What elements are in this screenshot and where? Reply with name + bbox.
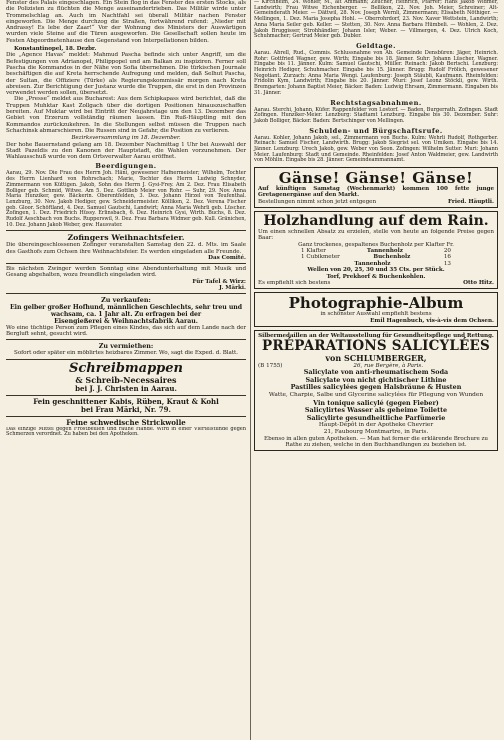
divider	[6, 293, 246, 294]
ad-text: Um einen schnellen Absatz zu erzielen, stelle von heute an folgende Preise gegen Baar:	[258, 229, 494, 242]
news-paragraph: Die „Agence Havas“ meldet: Mahmud Pascha befinde sich unter Angriff, um die Befestigungen von Adrianopel, Philippopel und am Balkan zu inspiziren. Ferner soll Pascha die Kommandos in der Nähe von Sofia übernehmen. Die türkischen Journale beschäftigen die auf Kreta herrschende Aufregung und melden, daß Selhut Pascha, der Sultan, die Offiziere (Türke) als Regierungskommissär morgen nach Kreta abreisen. Zur Berichtigung der Justanz wurde die Truppen, die erst in den Provinzen verwendet werden sollen, übersetzt.	[6, 52, 246, 97]
divider	[6, 395, 246, 396]
ad-text: Fein geschnittener Kabis, Rüben, Kraut & Kohl	[33, 396, 219, 406]
list-item: Pastilles salicylées gegen Halsbräune & Husten	[290, 383, 462, 392]
list-item: Salicylate von nicht gichtischer Lithine	[305, 375, 447, 384]
ad-title: Holzhandlung auf dem Rain.	[263, 213, 489, 230]
product-list	[258, 369, 494, 422]
ad-text: Ein gelber großer Hofhund, männlichen Geschlechts, sehr treu und wachsam, ca. 1 Jahr alt. Zu erfragen bei der	[10, 303, 242, 318]
ad-text: Das einzige Mittel gegen Frostbeulen und rauhe Hände. Wird in einer Viertelstunde gegen Schmerzen verordnet. Zu haben bei den Apotheken.	[6, 426, 246, 438]
divider	[6, 230, 246, 231]
ad-text: Es empfiehlt sich bestens	[258, 279, 331, 286]
list-item: Salicylirtes Wasser als geheime Toilette	[304, 406, 448, 415]
table-cell: 16	[443, 254, 451, 261]
ad-signature: Emil Hagenbuch, vis-à-vis dem Ochsen.	[370, 317, 494, 324]
ad-heading: Zu verkaufen:	[101, 295, 151, 304]
ad-text: Bis nächsten Zwinger werden Sonntag eine Abendunterhaltung mit Musik und Gesang abgehalten, wozu freundlich eingeladen wird.	[6, 266, 246, 279]
ad-text: Sofort oder später ein möblirtes heizbares Zimmer. Wo, sagt die Exped. d. Blatt.	[14, 350, 238, 357]
ad-title: Gänse! Gänse! Gänse!	[278, 169, 474, 188]
section-heading: Rechtstagsabnahmen.	[330, 98, 422, 107]
dateline: Konstantinopel, 18. Dezbr.	[14, 46, 97, 53]
ad-text: 21, Faubourg Montmartre, in Paris.	[323, 429, 429, 436]
table-cell: 1 Klafter	[301, 248, 326, 255]
obituary-list: — Kirchheim, 24. Wöhler, M., alt Ammann; Zeucher, Heinrich, Pfarrer; Hans Jakob Widmer, Landwirth; Frau Witwe Eichenberger. — Bellikon, 22. Nov. Joh. Meier, Schreiner; Alt-Gemeinderath Meier. — Dättwil, 28. Nov. Joseph Wernli, Zimmermann; Elisabeth Nöthiger. — Mellingen, 1. Dez. Maria Josepha Hohl. — Oberrohrdorf, 23. Nov. Xaver Wettstein, Landwirth; Anna Maria Seiler geb. Keller. — Stetten, 30. Nov. Anna Barbara Hümbeli. — Wohlen, 2. Dez. Jakob Bruggisser, Strohhändler; Johann Isler, Weber. — Villmergen, 4. Dez. Ulrich Koch, Schuhmacher; Gertrud Meier geb. Dubler.	[254, 0, 498, 40]
price-table	[301, 248, 451, 267]
section-heading: Schulden- und Bürgschaftsrufe.	[309, 126, 443, 135]
ad-address: 26, rue Bergère, à Paris.	[353, 362, 424, 369]
ad-text: Die übereingeschlossenen Zofinger veranstalten Samstag den 22. d. Mts. im Saale des Gasthofs zum Ochsen ihre Weihnachtsfeier. Es werden eingeladen alle Freunde.	[6, 242, 246, 255]
section-heading: Beerdigungen.	[95, 162, 157, 171]
divider	[6, 416, 246, 417]
ad-text: Wo eine tüchtige Person zum Pflegen eines Kindes, das sich auf dem Lande nach der Bergluft sehnt, gesucht wird.	[6, 324, 246, 337]
news-paragraph: Fenster des Palais eingeschlagen. Ein Stein flog in das Fenster des ersten Stocks, als die Polizisten zu flüchten die Menge auseinandertrieben. Das Militär wirde unter Trommelschlag an. Auch im Nachtfahl sei überall Militär nachen Fenster eingeworfen. Die Menge durchzog die Straßen, fortwährend rufend: „Nieder mit Andrassy! Es lebe der Zaar!“ Vor der Wohnung des Ministers der Auswärtigen wurden viele Steine auf die Türen ausgeworfen. Die Gesellschaft sollen heute im Festen Abgeordnetenhause den Gegenstand von Interpellationen bilden.	[6, 0, 246, 44]
ad-ref: (B 1755)	[258, 362, 283, 369]
divider	[6, 263, 246, 264]
list-item: Salicylirte gesundheitliche Parfümerie	[306, 413, 446, 422]
ad-footer	[258, 280, 494, 286]
ad-signature: Eisengießerei & Weihnachtsfabrik Aarau.	[54, 317, 198, 325]
ad-text: Torf, Prekhorf & Buchenkohlen.	[326, 273, 426, 280]
ad-footer	[258, 199, 494, 205]
right-column	[254, 0, 498, 454]
ad-text: Haupt-Dépôt in der Apotheke Chevrier	[318, 422, 434, 429]
ad-wood	[254, 211, 498, 289]
ad-text: Ebenso in allen guten Apotheken. — Man hat ferner die erklärende Brochure zu Rathe zu ziehen, welche in den Buchhandlungen zu beziehen ist.	[264, 435, 488, 448]
ad-title: PRÉPARATIONS SALICYLÉES	[261, 337, 490, 354]
ad-title: Feine schwedische Strickwolle	[66, 417, 186, 427]
section-heading: Geldtage.	[356, 41, 396, 50]
list-item: Watte, Charpie, Salbe und Glycerine salicylées für Pflegung von Wunden	[268, 392, 484, 399]
news-paragraph: Die „Presse“ meldet aus Bucharest: Aus dem Schipkapass wird berichtet, daß die Truppen Muhktar Kast Zollgach über die dortigen Positionen hinauszuschaffen bereiten. Auf Muktar wird bei Eintritt der Neujahrstage um den 13. Dezember das Gebiet von Erzerum vollständig räumen lassen. Ein Ruß-Häuptling mit den Kommandos zurückzukehren. In die Stellungen selbst müssen die Truppen nach Schachinsk abmarschieren. Die Russen sind in Gefahr, die Position zu verlieren.	[6, 96, 246, 134]
ad-text: in schönster Auswahl empfiehlt bestens	[320, 311, 432, 318]
ad-signature: Für Tafel & Wirz:	[192, 278, 246, 285]
ad-signature: bei J. J. Christen in Aarau.	[75, 383, 177, 393]
ad-text: Bestellungen nimmt schon jetzt entgegen	[258, 198, 377, 205]
ad-title: Schreibmappen	[69, 360, 183, 376]
obituary-list: Aarau, 29. Nov. Die Frau des Herrn Joh. Häni, gewesener Hafnermeister; Wilhelm, Tochter des Herrn Lienhard von Rohrschach; Marie, Tochter des Herrn Ludwig Schnyder, Zimmermann von Küttigen. Jakob, Sohn des Herrn J. Gysi-Frey. Am 2. Dez. Frau Elisabeth Bolliger geb. Schmid, Witwe. Am 5. Dez. Gottlieb Meier von Rohr. — Suhr, 29. Nov. Anna Maria Hunziker, gew. Bäckerin. Oberentfelden, 3. Dez. Johann Hirzel von Teufenthal. Lenzburg, 30. Nov. Jakob Hediger, gew. Schneidermeister. Kölliken, 2. Dez. Verena Fischer geb. Gloor. Schöftland, 4. Dez. Samuel Gautschi, Landwirt; Anna Maria Wehrli geb. Lüscher. Zofingen, 1. Dez. Friedrich Hüssy. Erlinsbach, 6. Dez. Heinrich Gysi, Wirth. Buchs, 8. Dez. Rudolf Aeschbach von Buchs. Rupperswil, 9. Dez. Frau Barbara Widmer geb. Kull. Gränichen, 10. Dez. Johann Jakob Weber, gew. Hausvater.	[6, 170, 246, 228]
ad-signature: Das Comité.	[208, 255, 246, 262]
ad-text: Silbermedaillen an der Weltausstellung für Gesundheitspflege und Rettung.	[258, 332, 494, 339]
ad-signature: bei Frau Märki, Nr. 79.	[81, 404, 171, 414]
notice-list: Aarau. Kohler, Johann Jakob, sel., Zimmermann von Buchs. Kulm: Wehrli Rudolf, Rothgerber. Reinach: Samuel Fischer, Landwirth. Brugg: Jakob Siegrist sel. von Umiken. Eingabe bis 14. Jänner. Lenzburg: Urech Jakob, gew. Weber von Seon. Zofingen: Wilhelm Sutter. Muri: Johann Meier. Laufenburg: Stadt und Gemeinde. Rheinfelden: Josef Anton Waldmeier, gew. Landwirth von Möhlin. Eingabe bis 28. Jänner. Gemeindeammannamt.	[254, 134, 498, 164]
column-divider	[250, 0, 251, 740]
notice-list: Aarau. Sterchi, Johann, Küfer. Rappenfelder von Lostorf. — Baden, Burgerrath. Zofingen. Stadt Zofingen. Hunziker-Meier. Lenzburg: Stadtamt Lenzburg. Eingabe bis 30. Dezember. Suhr: Jakob Bolliger, Bäcker. Baden: Bertschinger von Mellingen.	[254, 106, 498, 124]
ad-text: Ganz trockenes, gespaltenes Buchenholz per Klafter Fr.	[298, 241, 454, 248]
ad-photo-album	[254, 292, 498, 326]
ad-text: Wellen von 20, 25, 30 und 35 Cts. per Stück.	[307, 267, 445, 274]
table-cell: 13	[443, 260, 451, 267]
ad-signature: Otto Hitz.	[463, 279, 494, 286]
divider	[6, 339, 246, 340]
ad-subtitle: & Schreib-Necessaires	[75, 374, 177, 385]
list-item: Salicylate von anti-rheumatischem Soda	[303, 368, 449, 377]
ad-signature: Fried. Häuptli.	[448, 198, 494, 205]
ad-text: Auf künftigen Samstag (Wochenmarkt) kommen 100 fette junge Gretagenergänse auf den Markt.	[258, 186, 494, 199]
table-cell: Buchenholz	[373, 254, 411, 261]
ad-geese	[254, 167, 498, 208]
ad-subtitle: von SCHLUMBERGER,	[325, 352, 427, 363]
news-paragraph: Der hohe Bauernstand gelang am 18. Dezember Nachmittag 1 Uhr bei Auswahl der Stadt Pazeldis zu den Kanonen der Hauptstadt, die Wahlen vorzunehmen. Der Wahlausschuß wurde von dem Ortsverwalter Aarau eröffnet.	[6, 141, 246, 161]
ad-heading: Zu vermiethen:	[98, 342, 154, 351]
ad-title: Photographie-Album	[288, 294, 464, 313]
table-cell: 1 Cubikmeter	[301, 254, 340, 261]
subheading: Bezirksversammlung im 18. Dezember.	[71, 135, 181, 142]
divider	[6, 359, 246, 360]
table-cell: Tannenholz	[366, 248, 403, 255]
left-column	[6, 0, 246, 453]
ad-salicylate	[254, 330, 498, 452]
notice-list: Aarau. Abrell, Rud., Commis. Schlussnahme von Ab. Gemeinde Densbüren: Jäger, Heinrich. Rohr: Gottfried Wagner, gew. Wirth; Eingabe bis 18. Jänner. Suhr: Johann Lüscher, Wagner. Eingabe bis 11. Jänner. Kulm: Samuel Gautschi, Müller. Reinach: Jakob Bertschi. Lenzburg: Heinrich Hediger, Schuhmacher. Eingabe bis 15. Jänner. Brugg: Rudolf Frölich, gewesener Negotiant. Zurzach: Anna Maria Wengi. Laufenburg: Joseph Stäubli, Kaufmann. Rheinfelden: Fridolin Kym, Landwirth; Eingabe bis 20. Jänner. Muri: Josef Leonz Stöckli, gew. Wirth. Bremgarten: Johann Baptist Meier, Bäcker. Baden: Ludwig Ehrsam, Zimmermann. Eingaben bis 31. Jänner.	[254, 49, 498, 96]
table-cell: Tannenholz	[354, 260, 391, 267]
ad-signature: J. Märki.	[219, 284, 246, 291]
table-cell: 20	[443, 248, 451, 255]
ad-title: Zofingers Weihnachtsfeier.	[67, 233, 185, 243]
list-item: Vin tonique salicylé (gegen Fieber)	[313, 398, 439, 407]
